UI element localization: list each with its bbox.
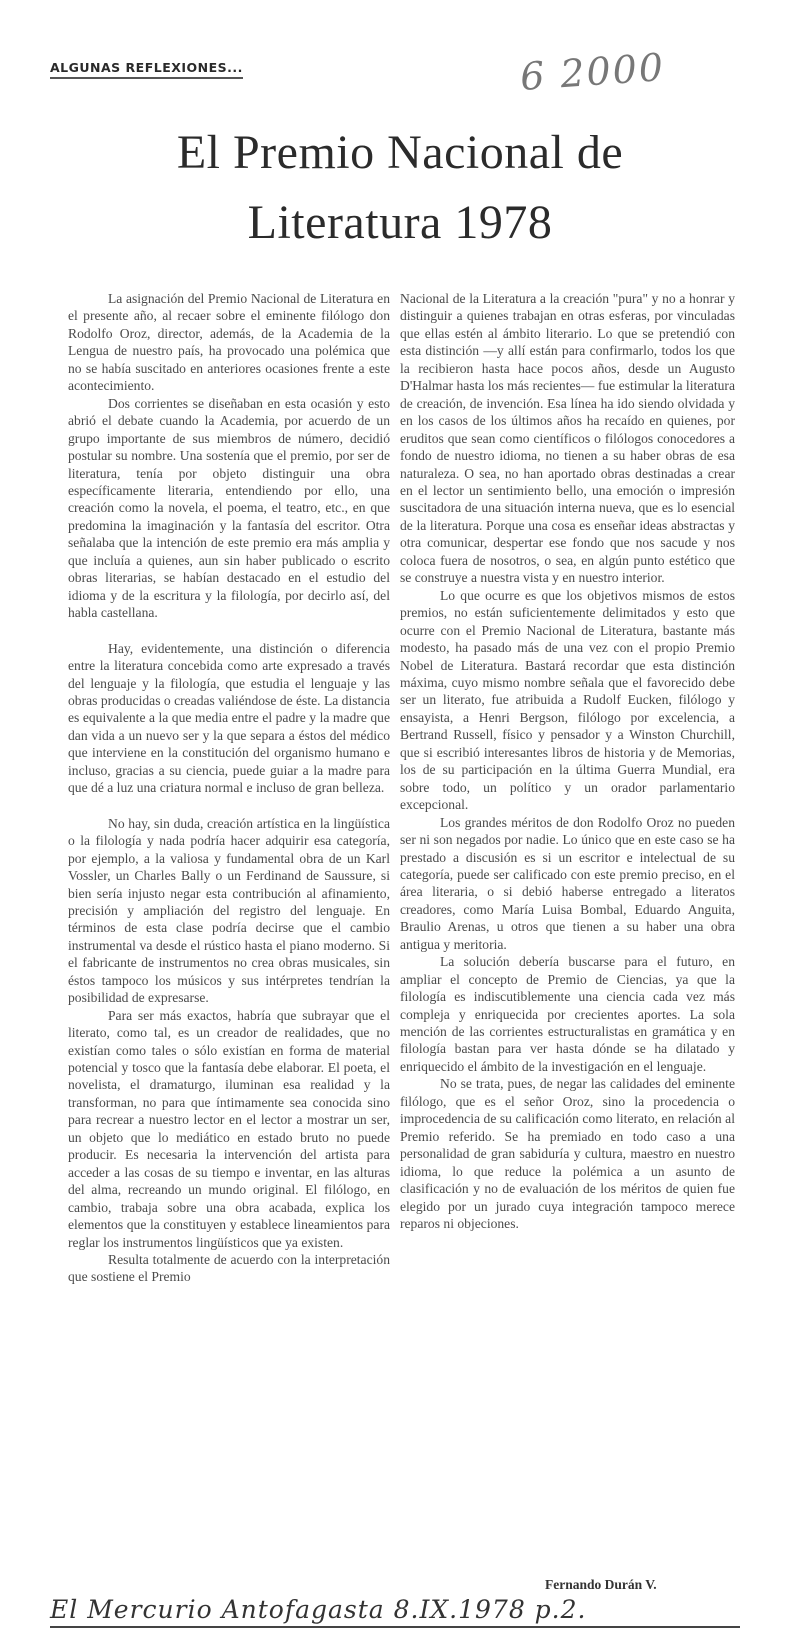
paragraph: Dos corrientes se diseñaban en esta ocasión y esto abrió el debate cuando la Academia, por acuerdo de un grupo importante de sus miembros de número, decidió postular su nombre. Una sostenía que el premio, por ser de literatura, tenía por objeto distinguir una obra específicamente literaria, entendiendo por ello, una creación como la novela, el poema, el teatro, etc., en que predomina la imaginación y la fantasía del escritor. Otra señalaba que la intención de este premio era más amplia y que incluía a quienes, aun sin haber publicado o escrito obras literarias, se habían destacado en el estudio del idioma y de la escritura y la filología, por decirlo así, del habla castellana. xyxy=(68,395,390,621)
author-signature: Fernando Durán V. xyxy=(545,1577,657,1592)
paragraph: La asignación del Premio Nacional de Literatura en el presente año, al recaer sobre el eminente filólogo don Rodolfo Oroz, director, además, de la Academia de la Lengua de nuestro país, ha provocado una polémica que no se había suscitado en anteriores ocasiones frente a este acontecimiento. xyxy=(68,291,390,394)
paragraph: No hay, sin duda, creación artística en la lingüística o la filología y nada podría hacer adquirir esa categoría, por ejemplo, a la valiosa y fundamental obra de un Karl Vossler, un Charles Bally o un Ferdinand de Saussure, si bien sería injusto negar esta contribución al afinamiento, precisión y ampliación del registro del lenguaje. En términos de esta clase podría decirse que el cambio instrumental va desde el rústico hasta el piano moderno. Si el fabricante de instrumentos no crea obras musicales, sin éstos tampoco los músicos y sus intérpretes tendrían la posibilidad de expresarse. xyxy=(68,815,390,1006)
headline-line-1: El Premio Nacional de xyxy=(176,126,624,179)
paragraph: Hay, evidentemente, una distinción o diferencia entre la literatura concebida como arte expresado a través del lenguaje y la filología, que estudia el lenguaje y las obras producidas o creadas valiéndose de éste. La distancia es equivalente a la que media entre el padre y la madre que dan vida a un nuevo ser y la que separa a éstos del médico que interviene en la constitución del organismo humano e incluso, gracias a su ciencia, puede guiar a la madre para que dé a luz una criatura normal e incluso de gran belleza. xyxy=(68,640,390,796)
article-column-right xyxy=(400,290,735,1232)
paragraph: Los grandes méritos de don Rodolfo Oroz no pueden ser ni son negados por nadie. Lo único que en este caso se ha prestado a discusión es si un escritor e intelectual de su categoría, puede ser calificado con este premio preciso, en el área literaria, o si debió haberse entregado a literatos creadores, como María Luisa Bombal, Eduardo Anguita, Braulio Arenas, u otros que tienen a su haber una obra antigua y meritoria. xyxy=(400,814,735,952)
paragraph: Nacional de la Literatura a la creación "pura" y no a honrar y distinguir a quienes trabajan en otras esferas, por vinculadas que ellas estén al ámbito literario. Lo que se pretendió con esta distinción —y allí están para confirmarlo, todos los que la recibieron hasta hace pocos años, desde un Augusto D'Halmar hasta los más recientes— fue estimular la literatura de creación, de invención. Esa línea ha ido siendo olvidada y en los casos de los últimos años ha recaído en quienes, por eruditos que sean como científicos o filólogos conocedores a fondo de nuestro idioma, no tienen a su haber obras de esa naturaleza. O sea, no han aportado obras destinadas a crear en el lector un sentimiento bello, una emoción o impresión suscitadora de una situación interna nueva, que es lo esencial de la literatura. Porque una cosa es enseñar ideas abstractas y otra comunicar, despertar ese fondo que nos sacude y nos coloca fuera de nosotros, o sea, en algún punto estético que se construye a nuestra vista y en nuestro interior. xyxy=(400,291,735,586)
handwritten-source-citation: El Mercurio Antofagasta 8.IX.1978 p.2. xyxy=(50,1595,740,1628)
paragraph: No se trata, pues, de negar las calidades del eminente filólogo, que es el señor Oroz, sino la procedencia o improcedencia de su calificación como literato, en relación al Premio referido. Se ha premiado en todo caso a una personalidad de gran sabiduría y cultura, maestro en nuestro idioma, lo que reduce la polémica a un asunto de clasificación y no de evaluación de los méritos de quien fue elegido por un jurado cuya integración tampoco merece reparos ni objeciones. xyxy=(400,1076,735,1232)
paragraph: Para ser más exactos, habría que subrayar que el literato, como tal, es un creador de realidades, que no existían como tales o sólo existían en forma de material potencial y tosco que la fantasía debe elaborar. El poeta, el novelista, el dramaturgo, iluminan esa realidad y la transforman, no para que íntimamente sea conocida sino para recrear a nuestro lector en el lector a mostrar un ser, un objeto que lo mediático en estado bruto no puede producir. Es necesaria la intervención del artista para acceder a las cosas de su tiempo e inventar, en las alturas del alma, recreando un mundo original. El filólogo, en cambio, trabaja sobre una obra acabada, explica los elementos que la constituyen y establece lineamientos para reglar los instrumentos lingüísticos que ya existen. xyxy=(68,1007,390,1250)
handwritten-catalog-number: 6 2000 xyxy=(518,44,667,100)
article-column-left xyxy=(68,290,390,1286)
paragraph: Lo que ocurre es que los objetivos mismos de estos premios, no están suficientemente delimitados y esto que ocurre con el Premio Nacional de Literatura, bastante más modesto, ha pasado más de una vez con el propio Premio Nobel de Literatura. Bastará recordar que esta distinción máxima, cuyo mismo nombre señala que el favorecido debe ser un literato, fue atribuida a Rudolf Eucken, filólogo y ensayista, a Henri Bergson, filólogo por excelencia, a Bertrand Russell, físico y pensador y a Winston Churchill, que si escribió interesantes libros de historia y de Memorias, los de su participación en la última Guerra Mundial, era sobre todo, un político y un orador parlamentario excepcional. xyxy=(400,587,735,813)
paragraph: Resulta totalmente de acuerdo con la interpretación que sostiene el Premio xyxy=(68,1252,390,1285)
paragraph: La solución debería buscarse para el futuro, en ampliar el concepto de Premio de Ciencias, ya que la filología es indiscutiblemente una ciencia cada vez más compleja y enriquecida por crecientes aportes. La sola mención de las corrientes estructuralistas en gramática y en filología bastan para ver hasta dónde se ha dilatado y enriquecido el ámbito de la investigación en el lenguaje. xyxy=(400,954,735,1074)
section-kicker: ALGUNAS REFLEXIONES... xyxy=(50,60,243,79)
headline-line-2: Literatura 1978 xyxy=(247,196,553,249)
